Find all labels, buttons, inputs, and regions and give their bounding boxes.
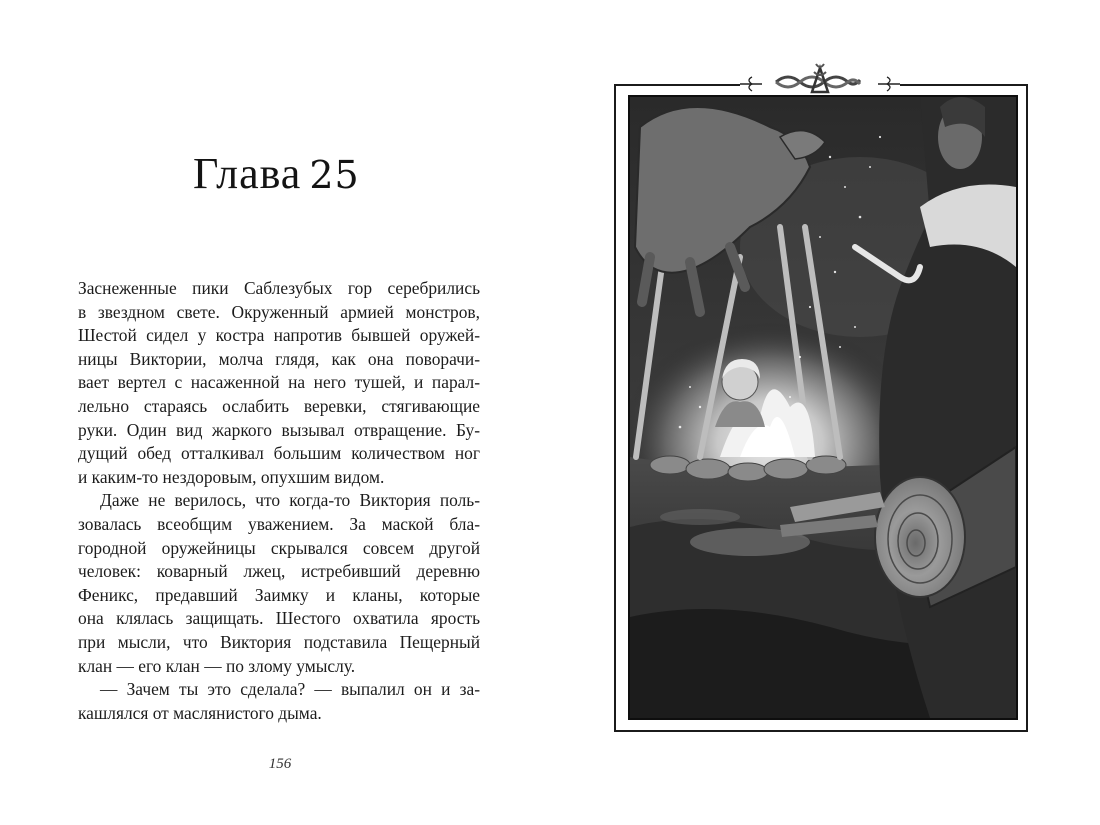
chapter-title (193, 148, 393, 201)
text-line: Шестой сидел у костра напротив бывшей оружей- (78, 325, 480, 346)
text-line: — Зачем ты это сделала? — выпалил он и за- (100, 679, 480, 700)
paragraph (78, 277, 480, 489)
body-text (78, 277, 480, 725)
chapter-word: Глава (193, 149, 302, 198)
text-line: зовалась всеобщим уважением. За маской бла- (78, 513, 480, 534)
text-line: Заснеженные пики Саблезубых гор серебрились (78, 278, 480, 298)
text-line: клан — его клан — по злому умыслу. (78, 655, 356, 676)
paragraph (78, 489, 480, 678)
text-line: Феникс, предавший Заимку и кланы, которые (78, 584, 480, 605)
text-line: дущий обед отталкивал большим количеством ног (78, 443, 480, 464)
chapter-number: 25 (309, 153, 360, 197)
text-line: при мысли, что Виктория подставила Пещерный (78, 631, 480, 652)
paragraph (78, 678, 480, 725)
text-line: ницы Виктории, молча глядя, как она поворачи- (78, 348, 480, 369)
text-line: человек: коварный лжец, истребивший деревню (78, 561, 480, 582)
text-line: она клялась защищать. Шестого охватила ярость (78, 608, 480, 629)
text-line: в звездном свете. Окруженный армией монстров, (78, 301, 480, 322)
text-line: руки. Один вид жаркого вызывал отвращение. Бу- (78, 419, 480, 440)
illustration (628, 95, 1018, 720)
text-line: и каким-то нездоровым, опухшим видом. (78, 466, 385, 487)
text-line: вает вертел с насаженной на него тушей, и парал- (78, 372, 480, 393)
text-line: лельно стараясь ослабить веревки, стягивающие (78, 395, 480, 416)
page-number: 156 (268, 756, 292, 772)
text-line: Даже не верилось, что когда-то Виктория поль- (100, 490, 480, 511)
celtic-knot-ornament-icon (740, 62, 900, 96)
campfire-scene-illustration (630, 97, 1016, 718)
text-line: кашлялся от маслянистого дыма. (78, 702, 322, 723)
text-line: городной оружейницы скрывался совсем другой (78, 537, 480, 558)
